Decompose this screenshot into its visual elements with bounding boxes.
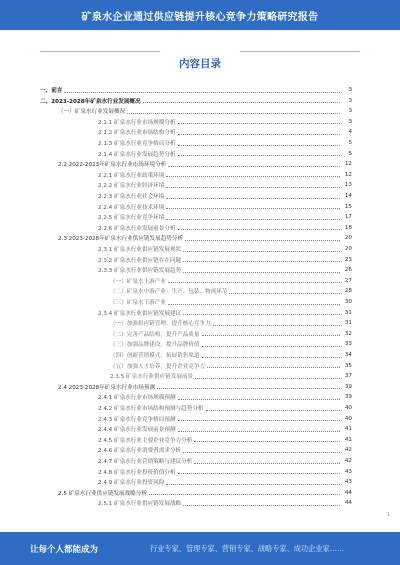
toc-entry[interactable] (98, 393, 352, 401)
title-divider-left (40, 51, 160, 52)
toc-leader-dots (183, 272, 340, 273)
toc-entry[interactable] (58, 107, 352, 115)
toc-entry-page: 30 (344, 299, 352, 305)
toc-leader-dots (178, 420, 340, 421)
toc-leader-dots (64, 92, 340, 93)
toc-entry[interactable] (98, 478, 352, 486)
toc-entry-page: 15 (344, 203, 352, 210)
toc-entry-page: 3 (348, 87, 352, 93)
toc-entry-label: （二）完善产品结构，提升产品质量 (110, 331, 200, 338)
toc-leader-dots (178, 431, 340, 432)
toc-entry-label: 二、2023-2028年矿泉水行业发展概况 (40, 98, 141, 105)
toc-leader-dots (157, 388, 340, 389)
toc-entry[interactable] (98, 139, 352, 147)
table-of-contents (0, 86, 400, 531)
toc-entry-page: 42 (344, 458, 352, 464)
toc-entry[interactable] (40, 86, 352, 94)
toc-leader-dots (202, 335, 340, 336)
toc-entry[interactable] (110, 372, 352, 380)
toc-leader-dots (185, 240, 340, 241)
toc-entry[interactable] (110, 330, 352, 338)
toc-entry[interactable] (98, 118, 352, 126)
toc-entry[interactable] (110, 340, 352, 348)
toc-entry-label: 2.4.7 矿泉水行业营销策略与建议分析 (98, 459, 193, 465)
toc-entry-page: 33 (344, 341, 352, 348)
toc-entry-page: 14 (344, 193, 352, 199)
toc-leader-dots (143, 102, 340, 103)
toc-entry[interactable] (98, 436, 352, 444)
toc-entry-page: 20 (344, 246, 352, 252)
toc-leader-dots (166, 176, 340, 177)
toc-entry-label: 2.3.2 矿泉水行业供应链存在问题 (98, 257, 182, 264)
toc-leader-dots (166, 208, 340, 209)
toc-entry-page: 12 (344, 161, 352, 168)
toc-entry-label: 2.4.5 矿泉水行业主要企业竞争力分析 (98, 437, 193, 444)
toc-entry[interactable] (98, 245, 352, 253)
toc-entry-label: （三）加强品牌建设，提升品牌价值 (110, 342, 200, 349)
toc-entry[interactable] (98, 128, 352, 136)
toc-entry-label: 2.4.6 矿泉水行业消费者需求分析 (98, 448, 182, 455)
footer-slogan: 让每个人都能成为 (30, 545, 99, 555)
toc-leader-dots (178, 134, 340, 135)
toc-leader-dots (194, 463, 340, 464)
toc-leader-dots (202, 346, 340, 347)
toc-entry[interactable] (98, 192, 352, 200)
toc-entry-page: 13 (344, 182, 352, 189)
toc-entry-label: 2.2.3 矿泉水行业社会环境 (98, 194, 165, 200)
toc-leader-dots (168, 304, 340, 305)
toc-entry-label: （一）加强供应链管理，提升核心竞争力 (110, 321, 211, 328)
toc-entry-page: 43 (344, 468, 352, 475)
toc-leader-dots (183, 505, 340, 506)
toc-entry-page: 3 (348, 118, 352, 125)
toc-entry-label: （二）矿泉水中游产业：生产、包装、物流环节 (110, 289, 228, 296)
toc-entry[interactable] (98, 203, 352, 211)
toc-leader-dots (195, 378, 340, 379)
toc-leader-dots (178, 145, 340, 146)
toc-entry-label: 2.4.1 矿泉水行业市场规模预测 (98, 395, 176, 402)
toc-leader-dots (178, 155, 340, 156)
toc-leader-dots (213, 325, 340, 326)
toc-entry-label: 2.4.8 矿泉水行业投资价值分析 (98, 469, 176, 476)
toc-entry-page: 41 (344, 426, 352, 433)
toc-entry-page: 26 (344, 267, 352, 274)
toc-entry-label: 2.4.4 矿泉水行业发展前景预测 (98, 427, 176, 434)
toc-entry-page: 27 (344, 277, 352, 284)
toc-entry[interactable] (58, 234, 352, 242)
toc-entry-page: 39 (344, 383, 352, 390)
toc-leader-dots (149, 494, 340, 495)
toc-leader-dots (183, 261, 340, 262)
toc-entry-page: 4 (348, 129, 352, 136)
toc-entry-label: 2.3.1 矿泉水行业供应链发展现状 (98, 247, 182, 253)
toc-entry-label: 一、前言 (40, 88, 63, 94)
toc-leader-dots (166, 198, 340, 199)
toc-entry[interactable] (58, 383, 352, 391)
toc-entry-label: （一）矿泉水上游产业 (110, 278, 166, 285)
toc-entry-page: 41 (344, 436, 352, 443)
toc-leader-dots (178, 123, 340, 124)
toc-entry-label: 2.5 矿泉水行业供应链发展战略分析 (58, 490, 147, 497)
toc-entry-label: 2.4 2023-2028年矿泉水行业市场预测 (58, 384, 156, 391)
toc-leader-dots (183, 452, 340, 453)
toc-entry-label: 2.4.3 矿泉水行业竞争格局预测 (98, 416, 176, 423)
toc-entry[interactable] (110, 287, 352, 295)
toc-entry-label: 2.3.4 矿泉水行业供应链发展建议 (98, 310, 182, 317)
toc-leader-dots (183, 251, 340, 252)
toc-leader-dots (202, 357, 340, 358)
footer-tags: 行业专家、管理专家、营销专家、战略专家、成功企业家…… (150, 544, 345, 553)
toc-entry-label: 2.1.4 矿泉水行业发展趋势分析 (98, 151, 176, 158)
toc-entry[interactable] (58, 489, 352, 497)
toc-entry-label: 2.3.3 矿泉水行业供应链发展趋势 (98, 268, 182, 275)
toc-leader-dots (178, 473, 340, 474)
toc-leader-dots (166, 187, 340, 188)
toc-entry[interactable] (110, 351, 352, 359)
toc-leader-dots (178, 399, 340, 400)
toc-entry[interactable] (98, 256, 352, 264)
toc-entry-label: 2.4.2 矿泉水行业市场结构预测与趋势分析 (98, 406, 204, 412)
toc-entry-label: 2.2.1 矿泉水行业政策环境 (98, 172, 165, 179)
toc-entry[interactable] (110, 298, 352, 306)
toc-entry[interactable] (110, 319, 352, 327)
toc-entry[interactable] (98, 404, 352, 412)
toc-entry-label: （三）矿泉水下游产业 (110, 300, 166, 306)
toc-entry-page: 34 (344, 352, 352, 358)
toc-entry-label: 2.2.5 矿泉水行业竞争环境 (98, 215, 165, 222)
toc-entry[interactable] (98, 415, 352, 423)
toc-entry[interactable] (110, 277, 352, 285)
toc-entry[interactable] (98, 150, 352, 158)
toc-entry-page: 32 (344, 330, 352, 337)
toc-entry-page: 43 (344, 479, 352, 486)
toc-entry-page: 31 (344, 309, 352, 316)
toc-leader-dots (229, 293, 340, 294)
toc-leader-dots (166, 219, 340, 220)
toc-entry[interactable] (110, 362, 352, 370)
toc-leader-dots (127, 113, 340, 114)
toc-entry-label: 2.3 2023-2028年矿泉水行业供应链发展趋势分析 (58, 236, 184, 243)
toc-entry-label: 2.2 2022-2023年矿泉水行业市场环境分析 (58, 162, 167, 169)
toc-entry[interactable] (98, 425, 352, 433)
toc-entry[interactable] (98, 499, 352, 507)
toc-entry[interactable] (98, 171, 352, 179)
toc-entry-page: 40 (344, 415, 352, 422)
toc-entry-label: 2.2.4 矿泉水行业技术环境 (98, 204, 165, 211)
toc-leader-dots (207, 367, 340, 368)
toc-leader-dots (178, 229, 340, 230)
toc-entry-page: 28 (344, 288, 352, 295)
toc-entry[interactable] (98, 181, 352, 189)
footer-banner (0, 532, 400, 565)
title-divider-right (240, 51, 360, 52)
page-number: 1 (386, 512, 390, 518)
toc-entry-page: 39 (344, 394, 352, 401)
toc-leader-dots (168, 282, 340, 283)
toc-entry-label: （四）创新营销模式，拓展销售渠道 (110, 353, 200, 359)
toc-entry-page: 37 (344, 373, 352, 380)
toc-entry-label: 2.1.3 矿泉水行业竞争格局分析 (98, 141, 176, 147)
toc-entry-page: 44 (344, 489, 352, 496)
toc-entry[interactable] (98, 468, 352, 476)
toc-entry[interactable] (98, 446, 352, 454)
toc-entry[interactable] (98, 266, 352, 274)
toc-entry-label: 2.4.9 矿泉水行业投资风险 (98, 480, 165, 487)
toc-leader-dots (206, 410, 340, 411)
toc-entry-page: 44 (344, 500, 352, 507)
toc-leader-dots (194, 441, 340, 442)
toc-leader-dots (166, 484, 340, 485)
toc-entry-page: 12 (344, 171, 352, 178)
header-title: 矿泉水企业通过供应链提升核心竞争力策略研究报告 (81, 11, 319, 23)
toc-entry[interactable] (98, 457, 352, 465)
toc-entry-label: （一）矿泉水行业发展概况 (58, 109, 126, 116)
toc-entry-label: 2.1.2 矿泉水行业市场结构分析 (98, 130, 176, 137)
toc-entry-page: 3 (348, 97, 352, 104)
toc-entry-page: 42 (344, 447, 352, 454)
toc-entry-page: 5 (348, 150, 352, 157)
toc-entry-label: 2.3.5 矿泉水行业供应链发展前景 (110, 374, 194, 381)
toc-leader-dots (168, 166, 340, 167)
toc-entry-label: （五）加强人才培养，提升企业竞争力 (110, 363, 206, 370)
toc-entry-page: 20 (344, 235, 352, 242)
toc-entry-page: 23 (344, 256, 352, 263)
toc-entry-label: 2.1.1 矿泉水行业市场规模分析 (98, 119, 176, 126)
toc-entry-page: 3 (348, 108, 352, 115)
toc-entry-page: 5 (348, 140, 352, 146)
toc-entry-page: 17 (344, 214, 352, 221)
toc-leader-dots (183, 314, 340, 315)
toc-entry-page: 31 (344, 320, 352, 327)
toc-entry-page: 40 (344, 405, 352, 411)
toc-entry[interactable] (40, 97, 352, 105)
toc-entry-label: 2.2.6 矿泉水行业发展前景分析 (98, 225, 176, 232)
toc-entry-page: 35 (344, 362, 352, 369)
toc-entry[interactable] (98, 309, 352, 317)
toc-entry-page: 18 (344, 224, 352, 231)
toc-entry-label: 2.2.2 矿泉水行业经济环境 (98, 183, 165, 190)
header-banner (0, 0, 400, 30)
toc-entry-label: 2.5.1 矿泉水行业供应链发展战略 (98, 501, 182, 508)
toc-entry[interactable] (98, 224, 352, 232)
page-title: 内容目录 (179, 58, 221, 70)
toc-entry[interactable] (98, 213, 352, 221)
toc-entry[interactable] (58, 160, 352, 168)
